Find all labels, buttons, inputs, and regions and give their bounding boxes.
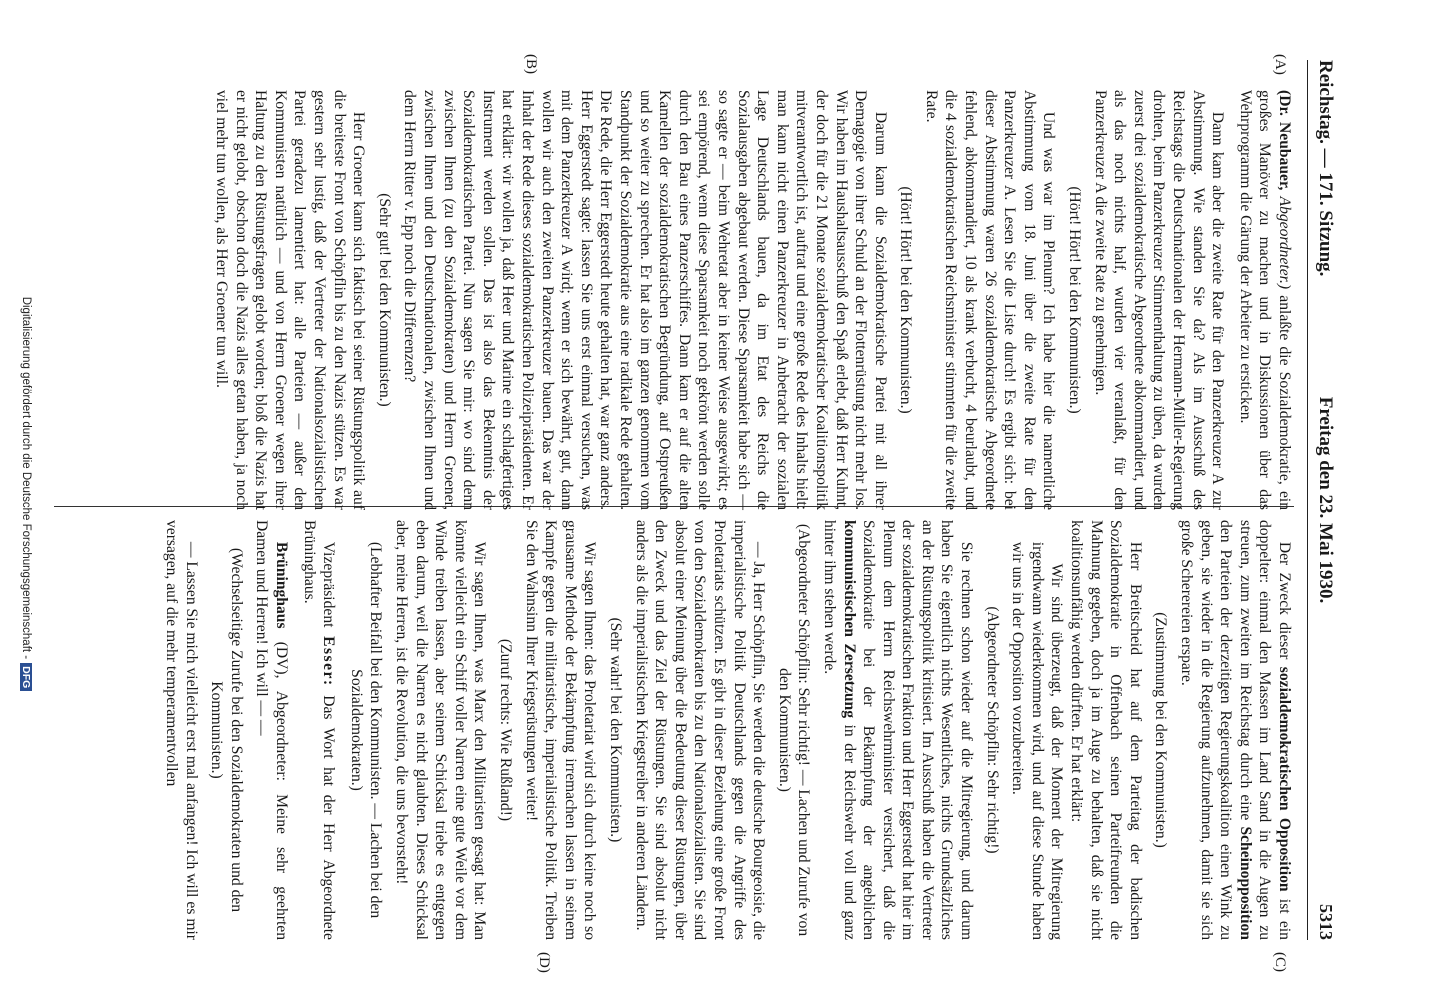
paragraph: Und was war im Plenum? Ich habe hier die namentliche Abstimmung vom 18. Juni über die zweite Rate für den Panzerkreuzer A. Lesen Sie die Liste durch! Es ergibt sich: bei dieser Abstimmung waren 26 sozialdemokratische Abgeordnete fehlend, abkommandiert, 10 als krank verbucht, 4 beurlaubt, und die 4 sozialdemokratischen Reichsminister stimmten für die zweite Rate. — [922, 90, 1058, 510]
interjection: (Zustimmung bei den Kommunisten.) — [1152, 612, 1170, 848]
interjection: (Abgeordneter Schöpflin: Sehr richtig! — Lachen und Zurufe von den Kommunisten.) — [775, 523, 813, 937]
credit-text: Digitalisierung gefördert durch die Deutsche Forschungsgemeinschaft - — [20, 296, 32, 660]
right-column — [162, 520, 1294, 940]
margin-marker-a: (A) — [1272, 54, 1288, 75]
paragraph — [299, 520, 338, 940]
running-header — [1307, 60, 1338, 940]
speaker-name: Brüninghaus — [273, 541, 291, 629]
paragraph: — Ja, Herr Schöpflin, Sie werden die deutsche Bourgeoisie, die imperialistische Politik Deutschlands gegen die Angriffe des Proletariats schützen. Es gibt in dieser Beziehung eine große Front von den Sozialdemokraten bis zu den Nationalsozialisten. Sie sind absolut einer Meinung über die Bedeutung dieser Rüstungen, über den Zweck und das Ziel der Rüstungen. Sie sind absolut nicht anders als die imperialistischen Kriegstreiber in anderen Ländern. — [632, 520, 768, 940]
speaker-name: Esser: — [320, 636, 338, 687]
header-session: Reichstag. — 171. Sitzung. — [1315, 60, 1336, 277]
interjection: (Zuruf rechts: Wie Rußland!) — [497, 638, 515, 822]
interjection: (Abgeordneter Schöpflin: Sehr richtig!) — [983, 606, 1001, 854]
margin-marker-d: (D) — [536, 952, 552, 973]
margin-marker-b: (B) — [523, 54, 539, 74]
paragraph: Wir sagen Ihnen: das Proletariat wird sich durch keine noch so grausame Methode der Bekämpfung irremachen lassen in seinem Kampfe gegen die militaristische, imperialistische Politik. Treiben Sie den Wahnsinn Ihrer Kriegsrüstungen weiter! — [522, 520, 599, 940]
interjection: (Lebhafter Beifall bei den Kommunisten. — Lachen bei den Sozialdemokraten.) — [347, 541, 385, 919]
interjection: (Sehr gut! bei den Kommunisten.) — [375, 193, 393, 407]
emphasis: Scheinopposition — [1236, 826, 1254, 940]
paragraph-text: ist ein doppelter: einmal den Massen im Land Sand in die Augen zu streuen, zum zweiten im Reichstag durch eine — [1236, 520, 1293, 940]
paragraph — [1235, 90, 1294, 510]
page-number: 5313 — [1316, 904, 1336, 940]
dfg-logo: DFG — [20, 663, 32, 691]
paragraph-text: Der Zweck dieser — [1276, 541, 1293, 660]
header-date: Freitag den 23. Mai 1930. — [1315, 396, 1336, 604]
digitization-credit — [20, 0, 32, 994]
interjection: (Wechselseitige Zurufe bei den Sozialdemokraten und den Kommunisten.) — [208, 547, 245, 913]
paragraph-text: Sie rechnen schon wieder auf die Mitregierung, und darum haben Sie eigentlich nichts Wesentliches, nichts Grundsätzliches an der Rüstungspolitik kritisiert. Im Ausschuß haben die Vertreter der sozialdemokratischen Fraktion und Herr Eggerstedt hat hier im Plenum dem Herrn Reichswehrminister versichert, daß die Sozialdemokratie bei der Bekämpfung der angeblichen — [860, 520, 976, 940]
paragraph-text: (DV), Abgeordneter: Meine sehr geehrten Damen und Herren! Ich will — — — [253, 520, 291, 940]
paragraph: Dann kam aber die zweite Rate für den Panzerkreuzer A zur Abstimmung. Wie standen Sie da? Als im Ausschuß des Reichstags die Deutschnationalen der Hermann-Müller-Regierung drohten, beim Panzerkreuzer Stimmenthaltung zu üben, da wurden zuerst drei sozialdemokratische Abgeordnete abkommandiert, und als das noch nichts half, wurden vier veranlaßt, für den Panzerkreuzer A die zweite Rate zu genehmigen. — [1091, 90, 1227, 510]
emphasis: kommunistischen Zersetzung — [840, 520, 858, 719]
paragraph — [819, 520, 976, 940]
paragraph — [252, 520, 291, 940]
paragraph — [1176, 520, 1294, 940]
paragraph-text: in der Reichswehr voll und ganz hinter ihm stehen werde. — [820, 520, 858, 940]
paragraph: Herr Groener kann sich faktisch bei seiner Rüstungspolitik auf die breiteste Front von Schöpflin bis zu den Nazis stützen. Es war gestern sehr lustig, daß der Vertreter der Nationalsozialistischen Partei geradezu lamentiert hat: alle Parteien — außer den Kommunisten natürlich — und von Herrn Groener wegen ihrer Haltung zu den Rüstungsfragen gelobt worden; bloß die Nazis hat er nicht gelobt, obschon doch die Nazis alles getan haben, ja noch viel mehr tun wollen, als Herr Groener tun will. — [213, 90, 368, 510]
margin-marker-c: (C) — [1272, 952, 1288, 972]
paragraph-text: den Parteien der derzeitigen Regierungskoalition einen Wink zu geben, sie wieder in die Regierung aufzunehmen, damit sie sich große Scherereien erspare. — [1178, 520, 1235, 940]
interjection: (Hört! Hört! bei den Kommunisten.) — [897, 186, 915, 414]
paragraph: — Lassen Sie mich vielleicht erst mal anfangen! Ich will es mir versagen, auf die mehr temperamentvollen — [163, 520, 200, 940]
emphasis: sozialdemokratischen Opposition — [1276, 666, 1293, 892]
paragraph: Wir sagen Ihnen, was Marx den Militaristen gesagt hat: Man könnte vielleicht ein Schiff voller Narren eine gute Weile vor dem Winde treiben lassen, aber seinem Schicksal triebe es entgegen eben darum, weil die Narren es nicht glaubten. Dieses Schicksal aber, meine Herren, ist die Revolution, die uns bevorsteht! — [393, 520, 489, 940]
paragraph-text: anlaßte die Sozialdemokratie, ein großes Manöver zu machen und in Diskussionen über das Wehrprogramm die Gärung der Arbeiter zu ersticken. — [1236, 90, 1293, 510]
speaker-name: (Dr. Neubauer, — [1276, 90, 1293, 191]
interjection: (Sehr wahr! bei den Kommunisten.) — [607, 617, 624, 843]
paragraph-text: Das Wort hat der Herr Abgeordnete Brüninghaus. — [300, 520, 338, 940]
quotation: Wir sind überzeugt, daß der Moment der Mitregierung irgendwann wiederkommen wird, und auf diese Stunde haben wir uns in der Opposition vorzubereiten. — [1009, 541, 1066, 940]
paragraph: Herr Breitscheid hat auf dem Parteitag der badischen Sozialdemokratie in Offenbach seinen Parteifreunden die Mahnung gegeben, doch ja im Auge zu behalten, daß sie nicht koalitionsunfähig werden dürften. Er hat erklärt: — [1068, 520, 1144, 940]
interjection: (Hört! Hört! bei den Kommunisten.) — [1066, 186, 1084, 414]
paragraph: Darum kann die Sozialdemokratische Partei mit all ihrer Demagogie von ihrer Schuld an der Flottenrüstung nicht mehr los. Wir haben im Haushaltsausschuß den Spaß erlebt, daß Herr Kuhnt, der doch für die 21 Monate sozialdemokratischer Koalitionspolitik mitverantwortlich ist, auftrat und eine große Rede des Inhalts hielt: man kann nicht einen Panzerkreuzer in Anbetracht der sozialen Lage Deutschlands bauen, da im Etat des Reichs die Sozialausgaben abgebaut werden. Diese Sparsamkeit habe sich — so sagte er — beim Wehretat aber in keiner Weise ausgewirkt; es sei empörend, wenn diese Sparsamkeit noch gekrönt werden solle durch den Bau eines Panzerschiffes. Dann kam er auf die alten Kamellen der sozialdemokratischen Begründung, auf Ostpreußen und so weiter zu sprechen. Er hat also im ganzen genommen vom Standpunkt der Sozialdemokratie aus eine radikale Rede gehalten. Die Rede, die Herr Eggerstedt heute gehalten hat, war ganz anders. Herr Eggerstedt sagte: lassen Sie uns erst einmal versuchen, was mit dem Panzerkreuzer A wird; wenn er sich bewährt, gut, dann wollen wir auch den zweiten Panzerkreuzer bauen. Das war der Inhalt der Rede dieses sozialdemokratischen Polizeipräsidenten. Er hat erklärt: wir wollen ja, daß Heer und Marine ein schlagfertiges Instrument werden sollen. Das ist also das Bekenntnis der Sozialdemokratischen Partei. Nun sagen Sie mir: wo sind denn zwischen Ihnen (zu den Sozialdemokraten) und Herrn Groener, zwischen Ihnen und den Deutschnationalen, zwischen Ihnen und dem Herrn Ritter v. Epp noch die Differenzen? — [401, 90, 889, 510]
speaker-role: Abgeordneter.) — [1276, 196, 1293, 290]
paragraph-text: Vizepräsident — [320, 541, 338, 628]
left-column — [212, 90, 1294, 510]
